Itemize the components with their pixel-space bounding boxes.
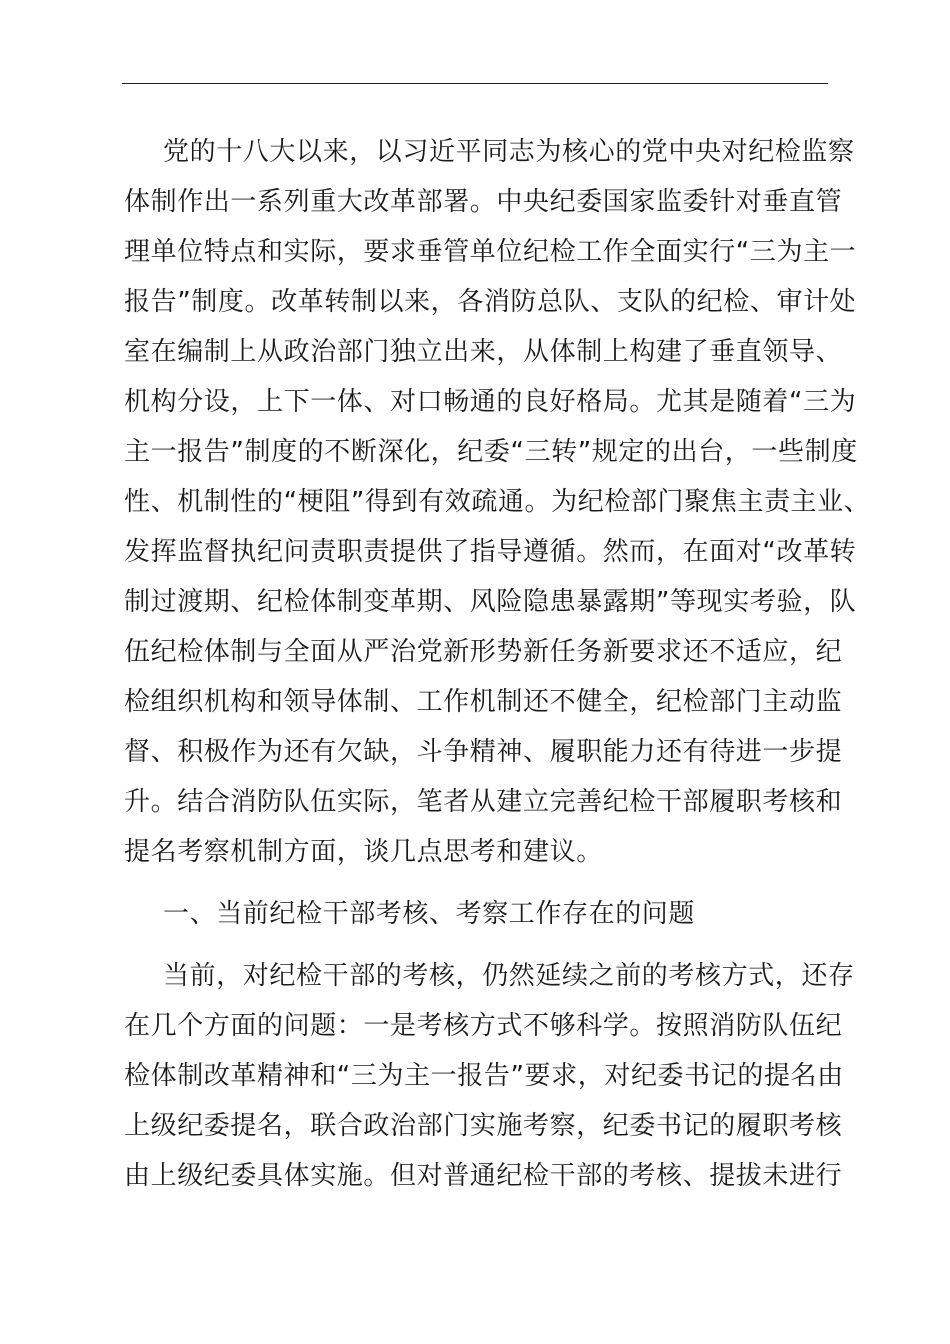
text-line: 伍纪检体制与全面从严治党新形势新任务新要求还不适应，纪 (124, 637, 843, 667)
text-line: 机构分设，上下一体、对口畅通的良好格局。尤其是随着“三为 (124, 387, 857, 417)
text-line: 体制作出一系列重大改革部署。中央纪委国家监委针对垂直管 (124, 187, 843, 217)
document-body (124, 127, 871, 1201)
header-rule (122, 83, 828, 84)
text-line: 党的十八大以来，以习近平同志为核心的党中央对纪检监察 (163, 137, 855, 167)
text-line: 上级纪委提名，联合政治部门实施考察，纪委书记的履职考核 (124, 1111, 843, 1141)
text-line: 制过渡期、纪检体制变革期、风险隐患暴露期”等现实考验，队 (124, 587, 857, 617)
text-line: 督、积极作为还有欠缺，斗争精神、履职能力还有待进一步提 (124, 737, 843, 767)
text-line: 检体制改革精神和“三为主一报告”要求，对纪委书记的提名由 (124, 1061, 844, 1091)
paragraph-intro (124, 127, 871, 877)
text-line: 在几个方面的问题：一是考核方式不够科学。按照消防队伍纪 (124, 1011, 843, 1041)
text-line: 升。结合消防队伍实际，笔者从建立完善纪检干部履职考核和 (124, 787, 843, 817)
paragraph-spacing (124, 877, 844, 889)
text-line: 性、机制性的“梗阻”得到有效疏通。为纪检部门聚焦主责主业、 (124, 487, 871, 517)
text-line: 提名考察机制方面，谈几点思考和建议。 (124, 837, 603, 867)
text-line: 理单位特点和实际，要求垂管单位纪检工作全面实行“三为主一 (124, 237, 857, 267)
paragraph-spacing (124, 939, 844, 951)
text-line: 室在编制上从政治部门独立出来，从体制上构建了垂直领导、 (124, 337, 843, 367)
text-line: 由上级纪委具体实施。但对普通纪检干部的考核、提拔未进行 (124, 1161, 843, 1191)
text-line: 发挥监督执纪问责职责提供了指导遵循。然而，在面对“改革转 (124, 537, 857, 567)
paragraph-problems (124, 951, 855, 1201)
text-line: 主一报告”制度的不断深化，纪委“三转”规定的出台，一些制度 (124, 437, 858, 467)
text-line: 检组织机构和领导体制、工作机制还不健全，纪检部门主动监 (124, 687, 843, 717)
text-line: 报告”制度。改革转制以来，各消防总队、支队的纪检、审计处 (124, 287, 857, 317)
section-heading: 一、当前纪检干部考核、考察工作存在的问题 (163, 899, 696, 929)
text-line: 当前，对纪检干部的考核，仍然延续之前的考核方式，还存 (163, 961, 855, 991)
